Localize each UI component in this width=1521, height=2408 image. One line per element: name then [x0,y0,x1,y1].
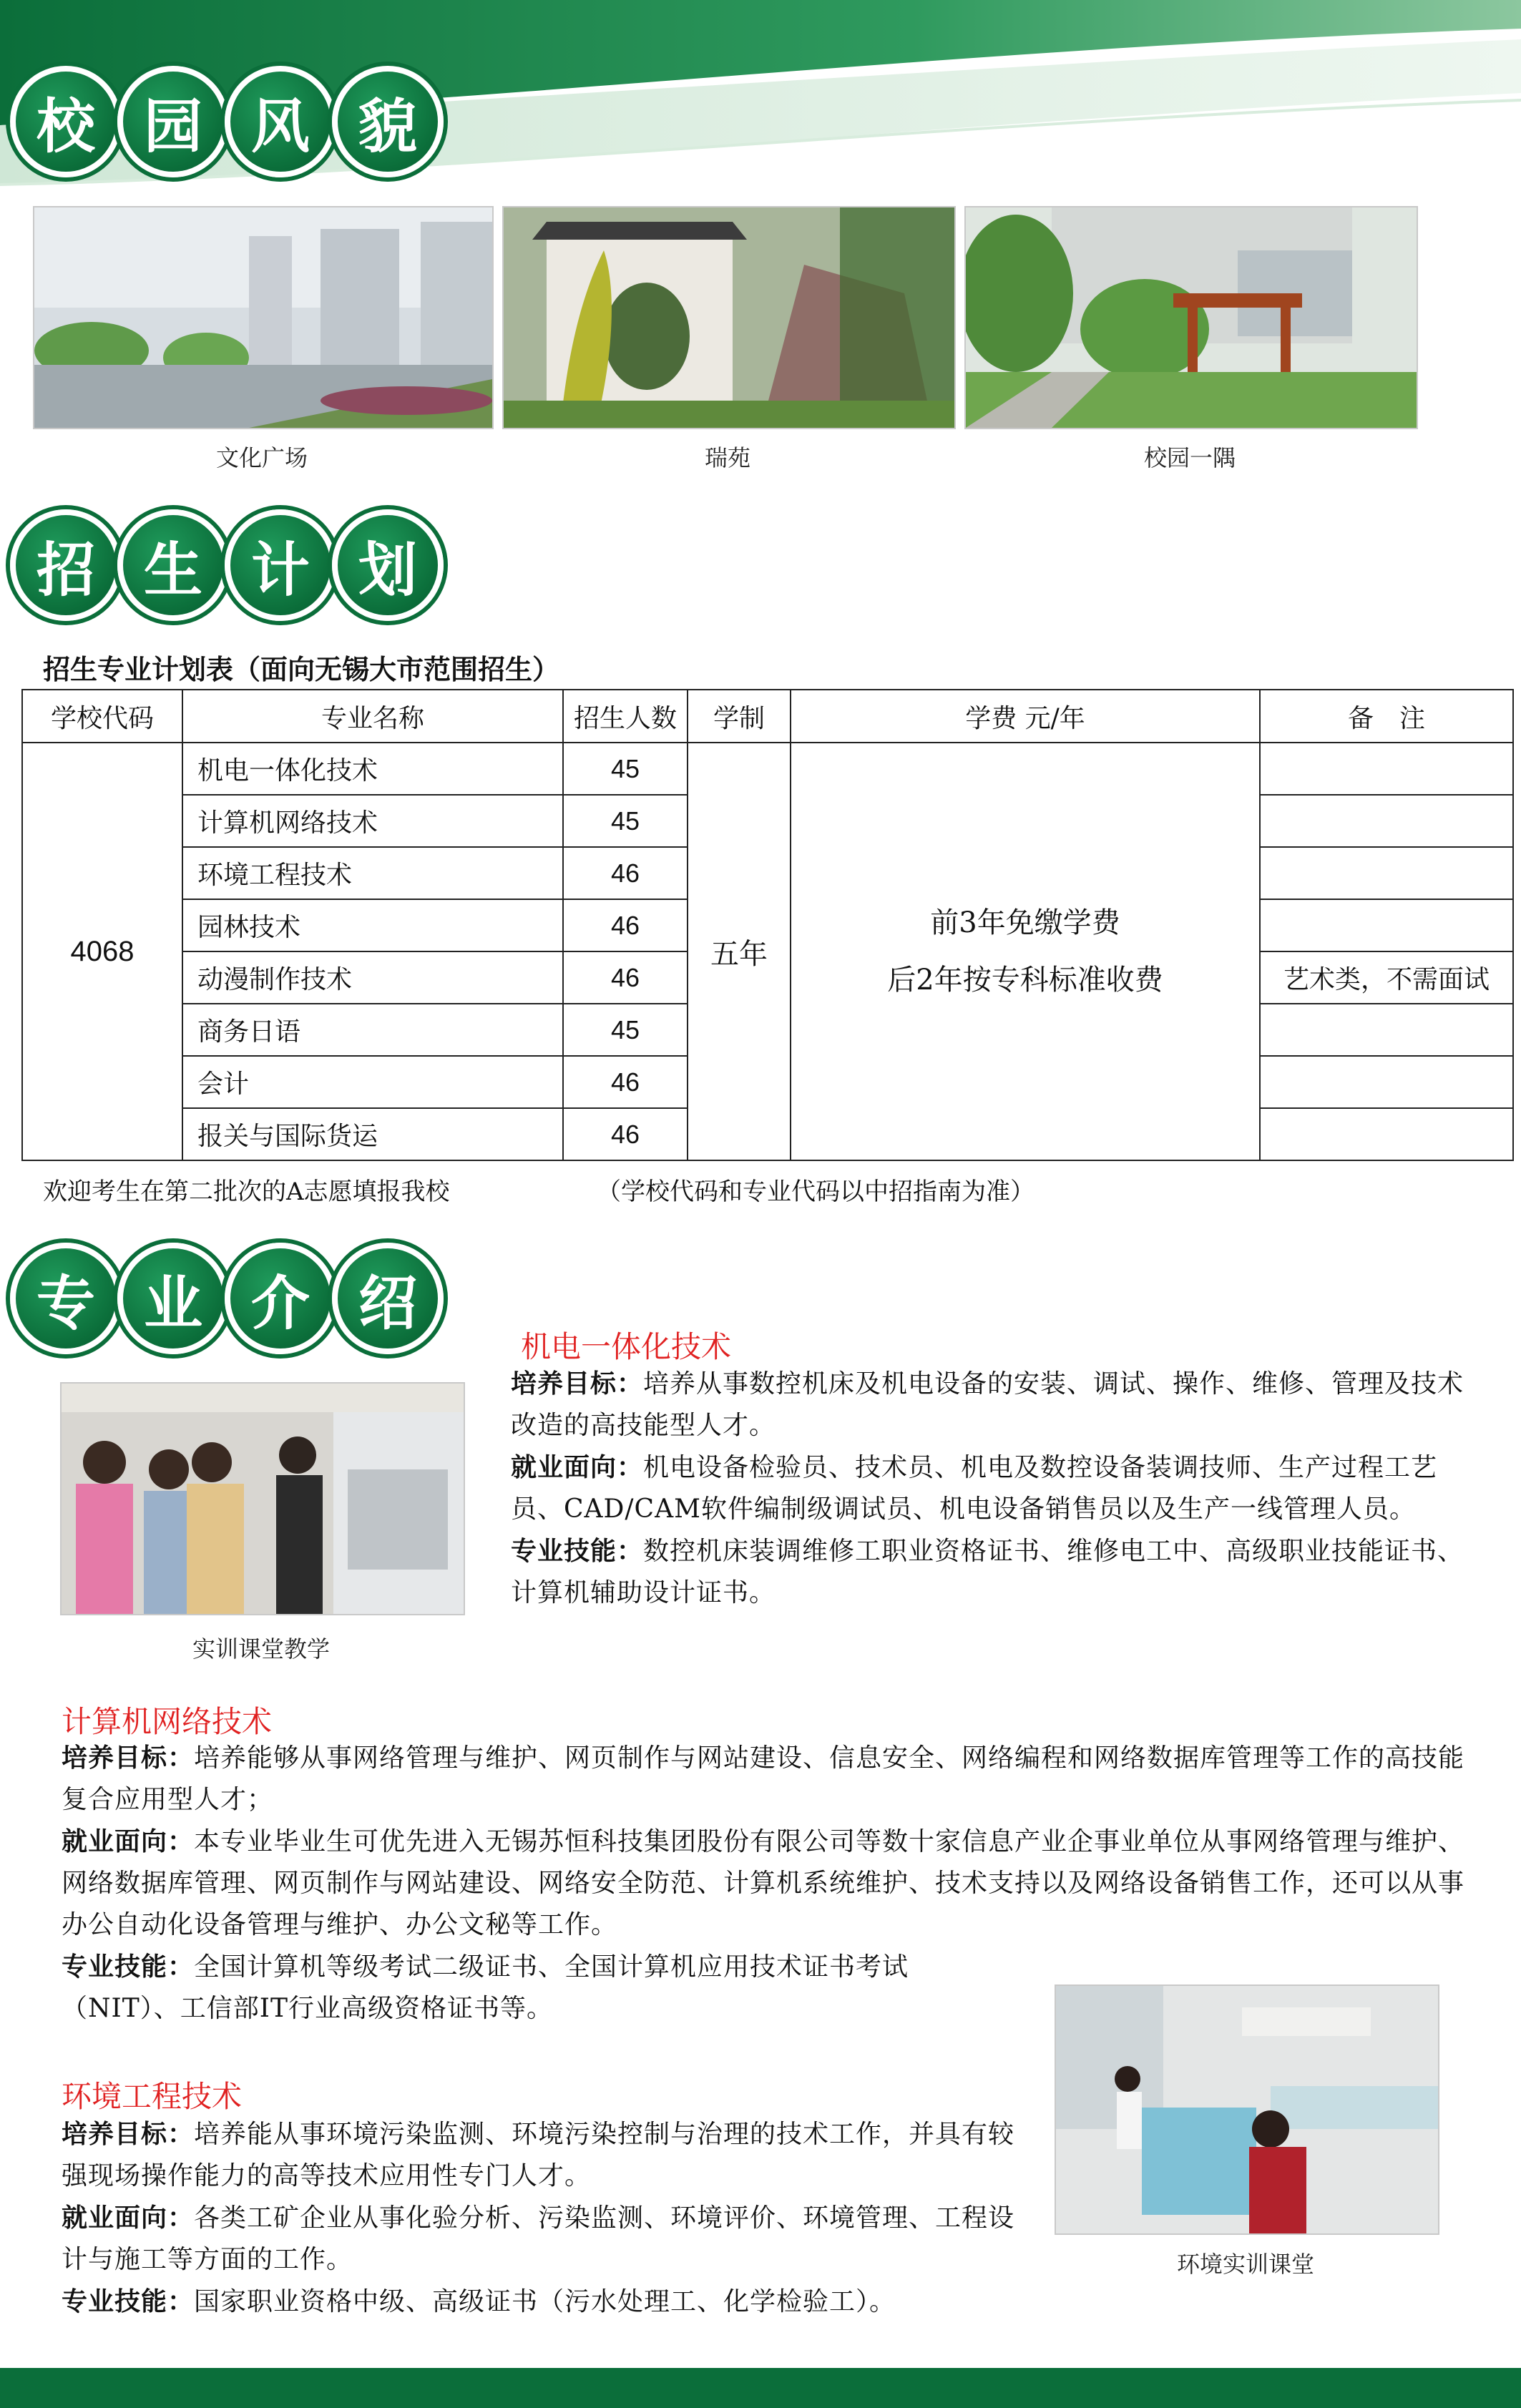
field-label: 就业面向： [62,2203,195,2233]
major-title: 环境工程技术 [62,2079,243,2114]
field-label: 专业技能： [511,1536,644,1566]
section-char: 划 [332,509,444,621]
major-title: 计算机网络技术 [62,1704,273,1739]
major-description [511,1363,1469,1614]
remark-cell [1260,847,1513,899]
remark-cell [1260,899,1513,951]
section-header-campus [0,66,429,202]
section-header-plan [0,509,429,645]
photo-training-class [60,1382,465,1615]
field-label: 专业技能： [62,2286,195,2316]
section-char: 园 [117,66,229,177]
enrollment-plan-table [21,689,1514,1161]
remark-cell [1260,795,1513,847]
section-char: 校 [10,66,122,177]
section-char: 生 [117,509,229,621]
major-cell: 园林技术 [182,899,563,951]
photo-env-lab [1055,1984,1439,2235]
remark-cell [1260,1108,1513,1160]
section-char: 计 [225,509,336,621]
duration-cell: 五年 [688,743,791,1160]
field-text: 国家职业资格中级、高级证书（污水处理工、化学检验工）。 [194,2287,896,2316]
count-cell: 46 [563,1056,688,1108]
photo-caption: 实训课堂教学 [192,1635,330,1663]
field-label: 培养目标： [62,1743,195,1773]
major-description [62,2113,1020,2323]
plan-table-title: 招生专业计划表（面向无锡大市范围招生） [43,654,560,685]
field-label: 就业面向： [62,1826,195,1856]
section-header-intro [0,1243,429,1379]
field-label: 专业技能： [62,1952,195,1982]
major-cell: 会计 [182,1056,563,1108]
plan-note: 欢迎考生在第二批次的A志愿填报我校 [43,1178,450,1206]
photo-caption: 校园一隅 [1143,444,1236,471]
column-header: 备 注 [1260,690,1513,743]
count-cell: 45 [563,1004,688,1056]
fee-cell [791,743,1260,1160]
section-char: 绍 [332,1243,444,1354]
bottom-bar [0,2368,1521,2408]
column-header: 专业名称 [182,690,563,743]
count-cell: 45 [563,743,688,795]
section-char: 风 [225,66,336,177]
field-text: 培养能从事环境污染监测、环境污染控制与治理的技术工作，并具有较强现场操作能力的高等技术应用性专门人才。 [62,2120,1015,2191]
field-text: 全国计算机等级考试二级证书、全国计算机应用技术证书考试（NIT）、工信部IT行业高级资格证书等。 [62,1952,909,2023]
count-cell: 46 [563,1108,688,1160]
major-cell: 报关与国际货运 [182,1108,563,1160]
photo-caption: 文化广场 [215,444,308,471]
table-row [22,743,1513,795]
major-title: 机电一体化技术 [521,1329,732,1364]
major-cell: 机电一体化技术 [182,743,563,795]
section-char: 业 [117,1243,229,1354]
column-header: 学校代码 [22,690,182,743]
field-label: 培养目标： [62,2119,195,2149]
count-cell: 45 [563,795,688,847]
section-char: 专 [10,1243,122,1354]
remark-cell: 艺术类，不需面试 [1260,951,1513,1004]
photo-caption: 环境实训课堂 [1176,2251,1314,2278]
field-text: 培养能够从事网络管理与维护、网页制作与网站建设、信息安全、网络编程和网络数据库管理等工作的高技能复合应用型人才； [62,1743,1465,1814]
fee-line: 后2年按专科标准收费 [887,964,1163,997]
count-cell: 46 [563,951,688,1004]
column-header: 学费 元/年 [791,690,1260,743]
count-cell: 46 [563,899,688,951]
remark-cell [1260,1056,1513,1108]
field-text: 机电设备检验员、技术员、机电及数控设备装调技师、生产过程工艺员、CAD/CAM软件编制级调试员、机电设备销售员以及生产一线管理人员。 [511,1453,1438,1524]
field-text: 数控机床装调维修工职业资格证书、维修电工中、高级职业技能证书、计算机辅助设计证书。 [511,1537,1464,1607]
count-cell: 46 [563,847,688,899]
remark-cell [1260,743,1513,795]
field-label: 培养目标： [511,1369,644,1399]
major-cell: 商务日语 [182,1004,563,1056]
field-text: 本专业毕业生可优先进入无锡苏恒科技集团股份有限公司等数十家信息产业企事业单位从事网络管理与维护、网络数据库管理、网页制作与网站建设、网络安全防范、计算机系统维护、技术支持以及网络设备销售工作，还可以从事办公自动化设备管理与维护、办公文秘等工作。 [62,1827,1465,1939]
section-char: 貌 [332,66,444,177]
field-label: 就业面向： [511,1452,644,1482]
photo-caption: 瑞苑 [704,444,750,471]
major-cell: 动漫制作技术 [182,951,563,1004]
plan-note-code: （学校代码和专业代码以中招指南为准） [597,1178,1035,1206]
major-cell: 环境工程技术 [182,847,563,899]
school-code-cell: 4068 [22,743,182,1160]
remark-cell [1260,1004,1513,1056]
field-text: 各类工矿企业从事化验分析、污染监测、环境评价、环境管理、工程设计与施工等方面的工作。 [62,2203,1015,2274]
photo-rui-garden [502,206,956,429]
major-cell: 计算机网络技术 [182,795,563,847]
photo-campus-corner [964,206,1418,429]
fee-line: 前3年免缴学费 [930,906,1120,939]
table-header-row [22,690,1513,743]
section-char: 介 [225,1243,336,1354]
column-header: 学制 [688,690,791,743]
field-text: 培养从事数控机床及机电设备的安装、调试、操作、维修、管理及技术改造的高技能型人才。 [511,1369,1464,1440]
section-char: 招 [10,509,122,621]
column-header: 招生人数 [563,690,688,743]
photo-culture-square [33,206,494,429]
